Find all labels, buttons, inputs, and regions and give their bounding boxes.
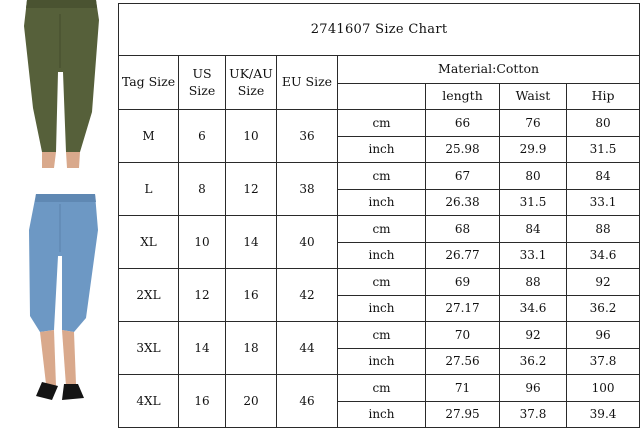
size-chart xyxy=(118,3,639,431)
unit-cm-cell: cm xyxy=(338,163,426,190)
header-material: Material:Cotton xyxy=(338,56,640,84)
waist-cm-cell: 80 xyxy=(500,163,567,190)
tag-size-cell: M xyxy=(119,110,179,163)
hip-inch-cell: 33.1 xyxy=(567,189,640,216)
length-cm-cell: 70 xyxy=(426,322,500,349)
us-size-cell: 14 xyxy=(179,322,226,375)
length-cm-cell: 67 xyxy=(426,163,500,190)
waist-cm-cell: 84 xyxy=(500,216,567,243)
header-us-size: US Size xyxy=(179,56,226,110)
uk-au-size-cell: 18 xyxy=(226,322,277,375)
us-size-cell: 16 xyxy=(179,375,226,428)
table-row xyxy=(119,216,640,243)
length-cm-cell: 71 xyxy=(426,375,500,402)
waist-inch-cell: 37.8 xyxy=(500,401,567,428)
us-size-cell: 10 xyxy=(179,216,226,269)
eu-size-cell: 44 xyxy=(277,322,338,375)
length-inch-cell: 27.56 xyxy=(426,348,500,375)
length-inch-cell: 26.38 xyxy=(426,189,500,216)
uk-au-size-cell: 16 xyxy=(226,269,277,322)
tag-size-cell: 4XL xyxy=(119,375,179,428)
unit-inch-cell: inch xyxy=(338,136,426,163)
hip-cm-cell: 84 xyxy=(567,163,640,190)
waist-cm-cell: 88 xyxy=(500,269,567,296)
waist-inch-cell: 36.2 xyxy=(500,348,567,375)
tag-size-cell: 3XL xyxy=(119,322,179,375)
eu-size-cell: 40 xyxy=(277,216,338,269)
length-inch-cell: 27.95 xyxy=(426,401,500,428)
table-row xyxy=(119,110,640,137)
hip-inch-cell: 31.5 xyxy=(567,136,640,163)
hip-inch-cell: 39.4 xyxy=(567,401,640,428)
hip-cm-cell: 96 xyxy=(567,322,640,349)
header-tag-size: Tag Size xyxy=(119,56,179,110)
uk-au-size-cell: 14 xyxy=(226,216,277,269)
us-size-cell: 6 xyxy=(179,110,226,163)
tag-size-cell: XL xyxy=(119,216,179,269)
length-cm-cell: 69 xyxy=(426,269,500,296)
header-uk-au-size: UK/AU Size xyxy=(226,56,277,110)
uk-au-size-cell: 12 xyxy=(226,163,277,216)
header-unit-blank xyxy=(338,84,426,110)
length-cm-cell: 68 xyxy=(426,216,500,243)
eu-size-cell: 46 xyxy=(277,375,338,428)
chart-title: 2741607 Size Chart xyxy=(119,4,640,56)
unit-cm-cell: cm xyxy=(338,322,426,349)
table-row xyxy=(119,322,640,349)
product-photos xyxy=(0,0,118,433)
header-hip: Hip xyxy=(567,84,640,110)
uk-au-size-cell: 10 xyxy=(226,110,277,163)
waist-cm-cell: 92 xyxy=(500,322,567,349)
waist-inch-cell: 34.6 xyxy=(500,295,567,322)
us-size-cell: 12 xyxy=(179,269,226,322)
unit-cm-cell: cm xyxy=(338,375,426,402)
waist-inch-cell: 33.1 xyxy=(500,242,567,269)
unit-inch-cell: inch xyxy=(338,401,426,428)
unit-cm-cell: cm xyxy=(338,216,426,243)
eu-size-cell: 36 xyxy=(277,110,338,163)
waist-inch-cell: 31.5 xyxy=(500,189,567,216)
hip-cm-cell: 88 xyxy=(567,216,640,243)
us-size-cell: 8 xyxy=(179,163,226,216)
hip-cm-cell: 80 xyxy=(567,110,640,137)
length-inch-cell: 25.98 xyxy=(426,136,500,163)
hip-cm-cell: 100 xyxy=(567,375,640,402)
length-cm-cell: 66 xyxy=(426,110,500,137)
olive-capri-pants-photo xyxy=(0,0,118,180)
unit-cm-cell: cm xyxy=(338,269,426,296)
unit-inch-cell: inch xyxy=(338,348,426,375)
unit-cm-cell: cm xyxy=(338,110,426,137)
waist-inch-cell: 29.9 xyxy=(500,136,567,163)
unit-inch-cell: inch xyxy=(338,242,426,269)
waist-cm-cell: 96 xyxy=(500,375,567,402)
tag-size-cell: L xyxy=(119,163,179,216)
table-row xyxy=(119,375,640,402)
eu-size-cell: 42 xyxy=(277,269,338,322)
blue-capri-pants-photo xyxy=(0,190,118,433)
unit-inch-cell: inch xyxy=(338,189,426,216)
hip-inch-cell: 37.8 xyxy=(567,348,640,375)
waist-cm-cell: 76 xyxy=(500,110,567,137)
tag-size-cell: 2XL xyxy=(119,269,179,322)
unit-inch-cell: inch xyxy=(338,295,426,322)
hip-inch-cell: 36.2 xyxy=(567,295,640,322)
hip-cm-cell: 92 xyxy=(567,269,640,296)
uk-au-size-cell: 20 xyxy=(226,375,277,428)
length-inch-cell: 27.17 xyxy=(426,295,500,322)
header-length: length xyxy=(426,84,500,110)
header-waist: Waist xyxy=(500,84,567,110)
header-eu-size: EU Size xyxy=(277,56,338,110)
length-inch-cell: 26.77 xyxy=(426,242,500,269)
size-chart-table xyxy=(118,3,640,428)
table-row xyxy=(119,269,640,296)
table-row xyxy=(119,163,640,190)
hip-inch-cell: 34.6 xyxy=(567,242,640,269)
eu-size-cell: 38 xyxy=(277,163,338,216)
